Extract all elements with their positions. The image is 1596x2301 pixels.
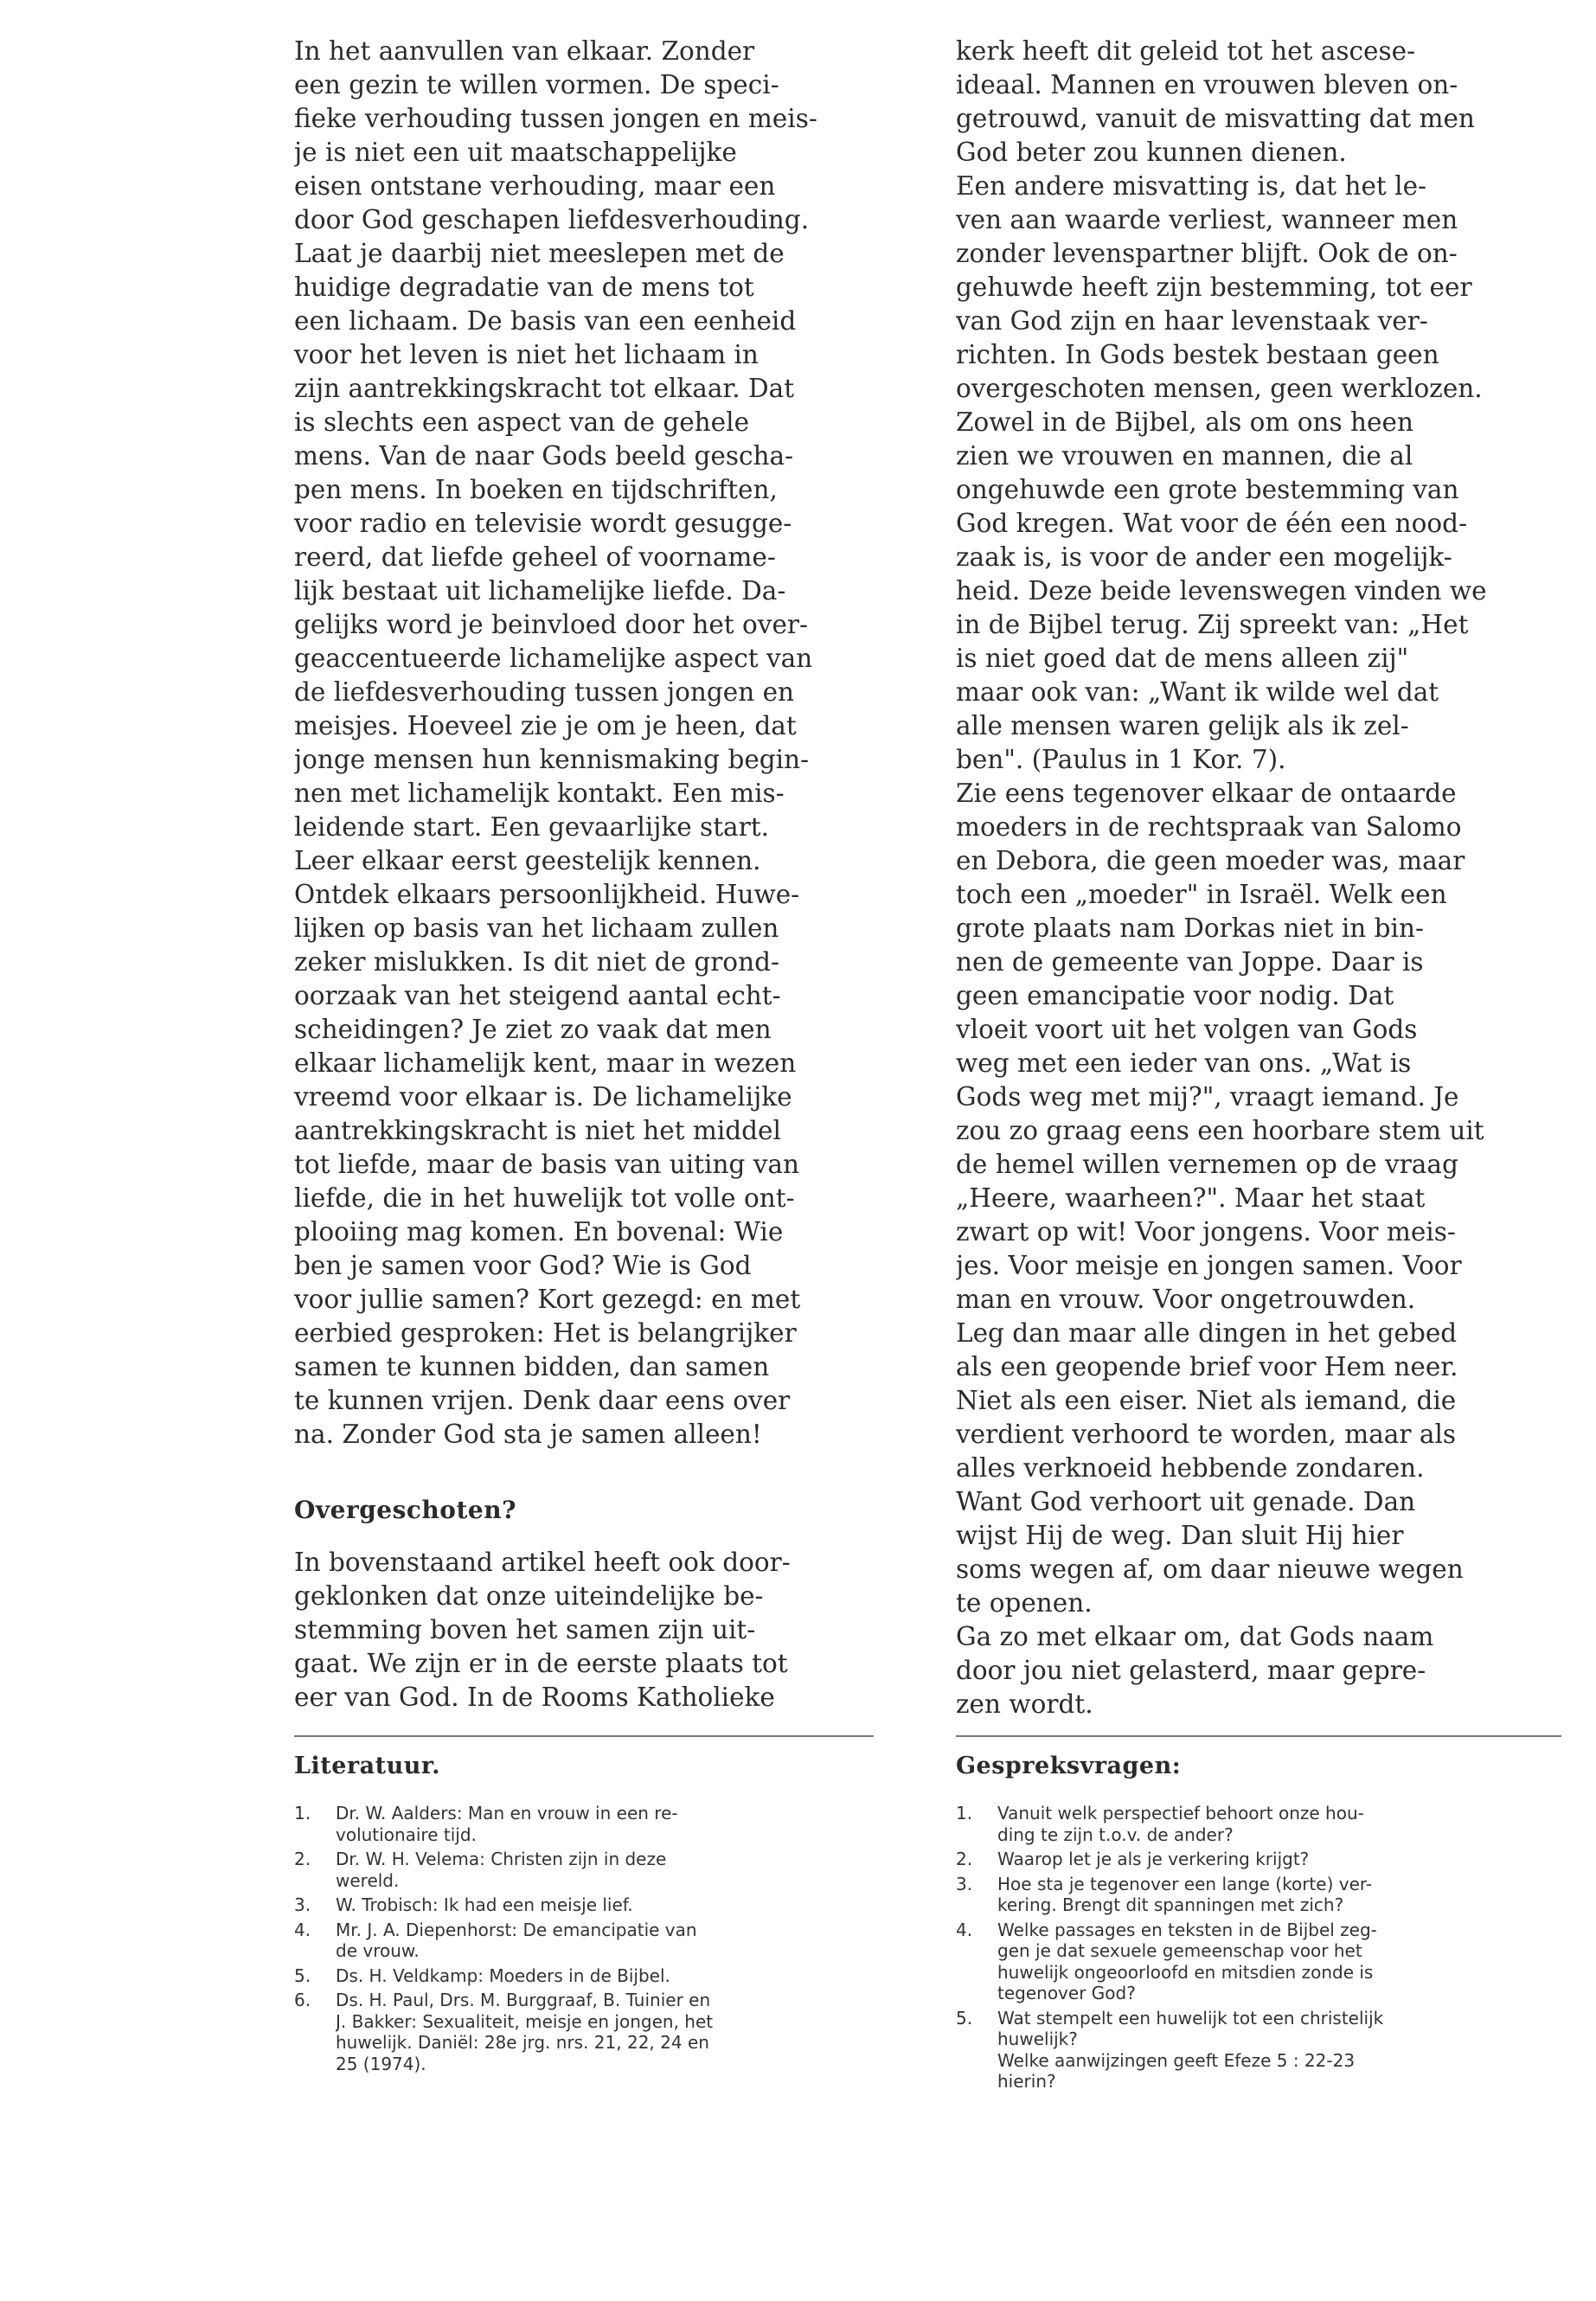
text-line: zijn aantrekkingskracht tot elkaar. Dat [294, 374, 795, 403]
questions-heading: Gespreksvragen: [956, 1753, 1182, 1779]
text-line: zen wordt. [956, 1689, 1093, 1719]
literature-list [294, 1803, 865, 2078]
item-text-line: huwelijk. Daniël: 28e jrg. nrs. 21, 22, 24 en [336, 2032, 709, 2053]
text-line: is niet goed dat de mens alleen zij" [956, 644, 1409, 673]
text-line: eerbied gesproken: Het is belangrijker [294, 1318, 797, 1348]
text-line: een gezin te willen vormen. De speci- [294, 70, 779, 99]
text-line: ben". (Paulus in 1 Kor. 7). [956, 745, 1286, 774]
text-line: meisjes. Hoeveel zie je om je heen, dat [294, 711, 797, 740]
text-line: mens. Van de naar Gods beeld gescha- [294, 441, 794, 471]
item-number: 1. [294, 1803, 311, 1823]
item-text-line: J. Bakker: Sexualiteit, meisje en jongen, het [336, 2010, 714, 2032]
item-text-line: hierin? [997, 2071, 1056, 2092]
text-line: huidige degradatie van de mens tot [294, 272, 754, 302]
text-line: in de Bijbel terug. Zij spreekt van: „Het [956, 610, 1469, 639]
text-line: zonder levenspartner blijft. Ook de on- [956, 239, 1458, 268]
text-line: jes. Voor meisje en jongen samen. Voor [956, 1251, 1462, 1280]
literature-divider [294, 1735, 874, 1737]
text-line: gaat. We zijn er in de eerste plaats tot [294, 1649, 788, 1678]
text-line: lijk bestaat uit lichamelijke liefde. Da- [294, 576, 786, 606]
text-line: en Debora, die geen moeder was, maar [956, 846, 1465, 875]
item-text-line: Wat stempelt een huwelijk tot een christelijk [997, 2007, 1384, 2029]
item-number: 4. [956, 1919, 973, 1940]
item-text-line: Dr. W. Aalders: Man en vrouw in een re- [336, 1803, 678, 1823]
text-line: overgeschoten mensen, geen werklozen. [956, 374, 1483, 403]
text-line: Leg dan maar alle dingen in het gebed [956, 1318, 1458, 1348]
text-line: ven aan waarde verliest, wanneer men [956, 205, 1458, 234]
text-line: Ga zo met elkaar om, dat Gods naam [956, 1622, 1434, 1651]
list-item [294, 1894, 865, 1916]
text-line: na. Zonder God sta je samen alleen! [294, 1420, 762, 1449]
text-line: Niet als een eiser. Niet als iemand, die [956, 1386, 1457, 1415]
list-item [956, 1803, 1561, 1845]
text-line: jonge mensen hun kennismaking begin- [294, 745, 810, 774]
item-number: 1. [956, 1803, 973, 1823]
item-text-line: Waarop let je als je verkering krijgt? [997, 1849, 1310, 1869]
text-line: moeders in de rechtspraak van Salomo [956, 812, 1462, 842]
text-line: voor radio en televisie wordt gesugge- [294, 509, 792, 538]
list-item [956, 2008, 1561, 2093]
text-line: te kunnen vrijen. Denk daar eens over [294, 1386, 791, 1415]
text-line: stemming boven het samen zijn uit- [294, 1615, 756, 1644]
text-line: scheidingen? Je ziet zo vaak dat men [294, 1015, 772, 1044]
item-text-line: Welke aanwijzingen geeft Efeze 5 : 22-23 [997, 2049, 1356, 2071]
text-line: soms wegen af, om daar nieuwe wegen [956, 1554, 1464, 1584]
text-line: heid. Deze beide levenswegen vinden we [956, 576, 1487, 606]
text-line: zien we vrouwen en mannen, die al [956, 441, 1413, 471]
item-text-line: W. Trobisch: Ik had een meisje lief. [336, 1894, 633, 1915]
item-text-line: gen je dat sexuele gemeenschap voor het [997, 1940, 1362, 1961]
article-paragraph [294, 35, 891, 1452]
text-line: grote plaats nam Dorkas niet in bin- [956, 913, 1424, 943]
item-text-line: Ds. H. Paul, Drs. M. Burggraaf, B. Tuinier en [336, 1990, 711, 2010]
text-line: In bovenstaand artikel heeft ook door- [294, 1548, 791, 1577]
text-line: is slechts een aspect van de gehele [294, 407, 750, 437]
text-line: Laat je daarbij niet meeslepen met de [294, 239, 785, 268]
item-number: 2. [956, 1849, 973, 1869]
text-line: je is niet een uit maatschappelijke [294, 138, 737, 167]
text-line: leidende start. Een gevaarlijke start. [294, 812, 769, 842]
text-line: kerk heeft dit geleid tot het ascese- [956, 36, 1416, 66]
list-item [294, 1849, 865, 1891]
text-line: gelijks word je beinvloed door het over- [294, 610, 808, 639]
item-number: 6. [294, 1990, 311, 2010]
literature-heading: Literatuur. [294, 1753, 440, 1779]
text-line: God beter zou kunnen dienen. [956, 138, 1347, 167]
text-line: alles verknoeid hebbende zondaren. [956, 1453, 1425, 1483]
text-line: geaccentueerde lichamelijke aspect van [294, 644, 813, 673]
item-text-line: ding te zijn t.o.v. de ander? [997, 1823, 1234, 1845]
text-line: Zowel in de Bijbel, als om ons heen [956, 407, 1413, 437]
text-line: weg met een ieder van ons. „Wat is [956, 1048, 1412, 1078]
text-line: reerd, dat liefde geheel of voorname- [294, 542, 776, 572]
text-line: nen met lichamelijk kontakt. Een mis- [294, 779, 785, 808]
text-line: een lichaam. De basis van een eenheid [294, 306, 797, 336]
text-line: verdient verhoord te worden, maar als [956, 1420, 1457, 1449]
list-item [956, 1849, 1561, 1870]
item-text-line: huwelijk ongeoorloofd en mitsdien zonde is [997, 1961, 1374, 1983]
text-line: plooiing mag komen. En bovenal: Wie [294, 1217, 784, 1247]
text-line: In het aanvullen van elkaar. Zonder [294, 36, 755, 66]
article-paragraph [956, 35, 1568, 1721]
section-subheading: Overgeschoten? [294, 1496, 516, 1524]
item-text-line: Vanuit welk perspectief behoort onze hou- [997, 1803, 1364, 1823]
list-item [294, 1990, 865, 2074]
item-text-line: wereld. [336, 1869, 400, 1891]
item-number: 4. [294, 1919, 311, 1940]
item-number: 5. [956, 2007, 973, 2029]
text-line: God kregen. Wat voor de één een nood- [956, 509, 1468, 538]
text-line: eisen ontstane verhouding, maar een [294, 171, 776, 201]
item-text-line: 25 (1974). [336, 2053, 426, 2074]
text-line: de hemel willen vernemen op de vraag [956, 1150, 1458, 1179]
text-line: ongehuwde een grote bestemming van [956, 475, 1459, 504]
text-line: door jou niet gelasterd, maar gepre- [956, 1656, 1426, 1685]
text-line: zwart op wit! Voor jongens. Voor meis- [956, 1217, 1456, 1247]
text-line: de liefdesverhouding tussen jongen en [294, 677, 795, 707]
item-text-line: volutionaire tijd. [336, 1823, 477, 1845]
item-number: 3. [956, 1873, 973, 1894]
text-line: liefde, die in het huwelijk tot volle ont- [294, 1183, 795, 1213]
text-line: elkaar lichamelijk kent, maar in wezen [294, 1048, 797, 1078]
item-text-line: Ds. H. Veldkamp: Moeders in de Bijbel. [336, 1965, 670, 1986]
text-line: oorzaak van het steigend aantal echt- [294, 981, 781, 1010]
right-column [956, 35, 1568, 1721]
item-text-line: Welke passages en teksten in de Bijbel zeg- [997, 1919, 1377, 1940]
text-line: lijken op basis van het lichaam zullen [294, 913, 779, 943]
text-line: zeker mislukken. Is dit niet de grond- [294, 947, 779, 977]
article-paragraph [294, 1546, 891, 1715]
text-line: voor het leven is niet het lichaam in [294, 340, 759, 369]
text-line: fieke verhouding tussen jongen en meis- [294, 104, 817, 133]
list-item [294, 1965, 865, 1987]
text-line: te openen. [956, 1588, 1093, 1618]
text-line: ideaal. Mannen en vrouwen bleven on- [956, 70, 1458, 99]
text-line: Want God verhoort uit genade. Dan [956, 1487, 1416, 1516]
text-line: „Heere, waarheen?". Maar het staat [956, 1183, 1426, 1213]
text-line: maar ook van: „Want ik wilde wel dat [956, 677, 1439, 707]
text-line: samen te kunnen bidden, dan samen [294, 1352, 770, 1381]
text-line: Ontdek elkaars persoonlijkheid. Huwe- [294, 880, 800, 909]
text-line: door God geschapen liefdesverhouding. [294, 205, 810, 234]
text-line: geklonken dat onze uiteindelijke be- [294, 1581, 764, 1611]
item-text-line: Hoe sta je tegenover een lange (korte) ver- [997, 1873, 1373, 1894]
questions-divider [956, 1735, 1561, 1737]
text-line: richten. In Gods bestek bestaan geen [956, 340, 1439, 369]
text-line: vreemd voor elkaar is. De lichamelijke [294, 1082, 792, 1112]
text-line: als een geopende brief voor Hem neer. [956, 1352, 1458, 1381]
text-line: Gods weg met mij?", vraagt iemand. Je [956, 1082, 1459, 1112]
text-line: voor jullie samen? Kort gezegd: en met [294, 1285, 801, 1314]
text-line: zaak is, is voor de ander een mogelijk- [956, 542, 1452, 572]
text-line: ben je samen voor God? Wie is God [294, 1251, 752, 1280]
list-item [294, 1803, 865, 1845]
list-item [294, 1920, 865, 1962]
text-line: geen emancipatie voor nodig. Dat [956, 981, 1394, 1010]
text-line: pen mens. In boeken en tijdschriften, [294, 475, 778, 504]
text-line: toch een „moeder" in Israël. Welk een [956, 880, 1447, 909]
text-line: nen de gemeente van Joppe. Daar is [956, 947, 1424, 977]
item-text-line: Mr. J. A. Diepenhorst: De emancipatie van [336, 1919, 697, 1940]
text-line: Een andere misvatting is, dat het le- [956, 171, 1427, 201]
text-line: zou zo graag eens een hoorbare stem uit [956, 1116, 1484, 1145]
list-item [956, 1920, 1561, 2004]
text-line: Leer elkaar eerst geestelijk kennen. [294, 846, 761, 875]
text-line: vloeit voort uit het volgen van Gods [956, 1015, 1418, 1044]
text-line: man en vrouw. Voor ongetrouwden. [956, 1285, 1416, 1314]
list-item [956, 1874, 1561, 1916]
text-line: Zie eens tegenover elkaar de ontaarde [956, 779, 1457, 808]
text-line: gehuwde heeft zijn bestemming, tot eer [956, 272, 1472, 302]
left-column [294, 35, 891, 1715]
item-number: 5. [294, 1965, 311, 1986]
item-text-line: kering. Brengt dit spanningen met zich? [997, 1894, 1344, 1915]
text-line: van God zijn en haar levenstaak ver- [956, 306, 1428, 336]
item-number: 2. [294, 1849, 311, 1869]
text-line: aantrekkingskracht is niet het middel [294, 1116, 781, 1145]
text-line: wijst Hij de weg. Dan sluit Hij hier [956, 1521, 1404, 1550]
item-text-line: huwelijk? [997, 2029, 1078, 2049]
text-line: alle mensen waren gelijk als ik zel- [956, 711, 1409, 740]
item-text-line: de vrouw. [336, 1940, 420, 1961]
text-line: tot liefde, maar de basis van uiting van [294, 1150, 799, 1179]
text-line: getrouwd, vanuit de misvatting dat men [956, 104, 1475, 133]
text-line: eer van God. In de Rooms Katholieke [294, 1682, 775, 1712]
item-text-line: Dr. W. H. Velema: Christen zijn in deze [336, 1849, 667, 1869]
item-text-line: tegenover God? [997, 1983, 1136, 2003]
questions-list [956, 1803, 1561, 2096]
item-number: 3. [294, 1894, 311, 1915]
